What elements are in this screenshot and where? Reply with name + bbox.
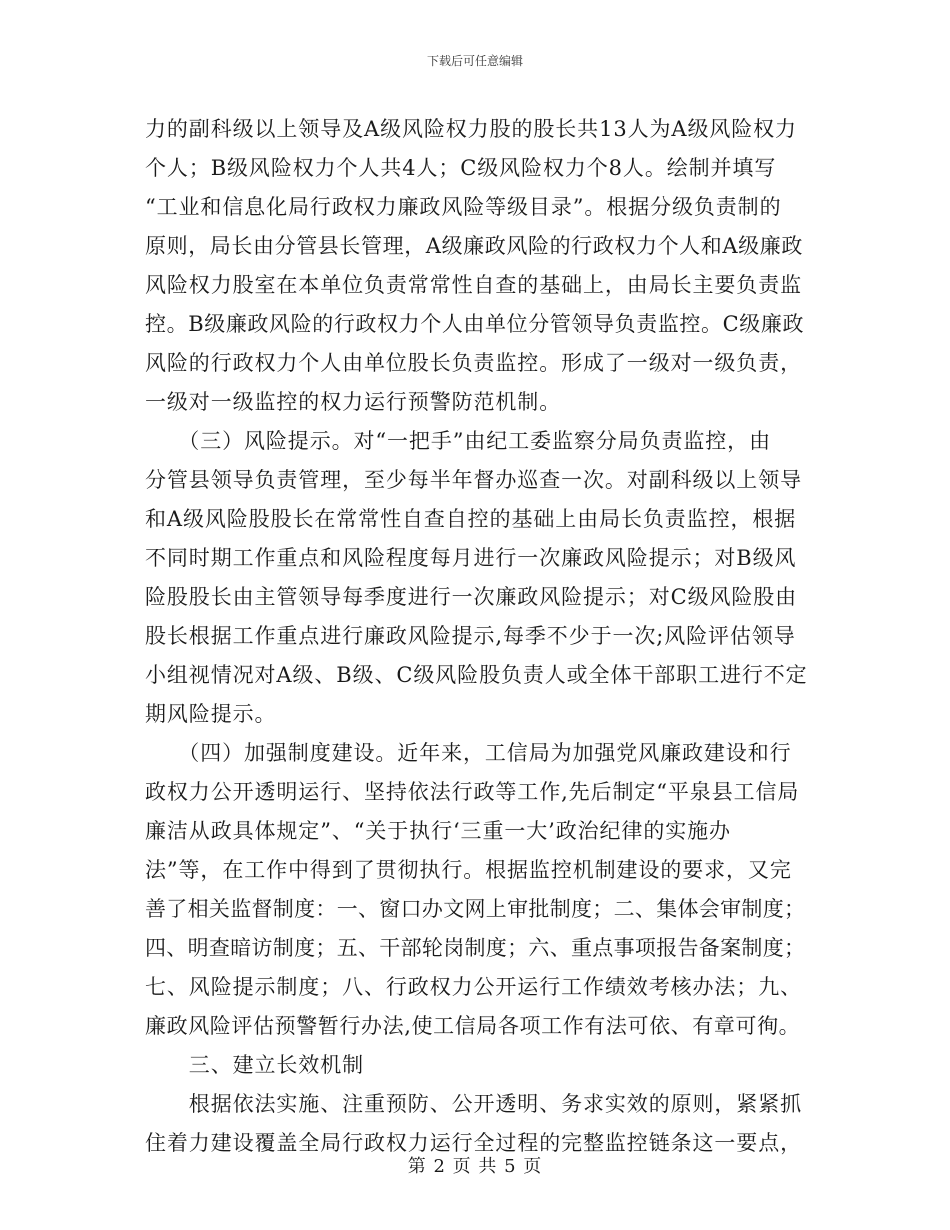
text-line: 四、明查暗访制度；五、干部轮岗制度；六、重点事项报告备案制度； <box>145 936 806 960</box>
text-line: （四）加强制度建设。近年来，工信局为加强党风廉政建设和行 <box>145 741 792 765</box>
text-line: 根据依法实施、注重预防、公开透明、务求实效的原则，紧紧抓 <box>145 1092 802 1116</box>
text-line: 分管县领导负责管理，至少每半年督办巡查一次。对副科级以上领导 <box>145 468 802 492</box>
text-line: 风险的行政权力个人由单位股长负责监控。形成了一级对一级负责， <box>145 351 802 375</box>
text-line: 廉政风险评估预警暂行办法,使工信局各项工作有法可依、有章可徇。 <box>145 1014 801 1038</box>
text-line: 控。B级廉政风险的行政权力个人由单位分管领导负责监控。C级廉政 <box>145 312 805 336</box>
page-number: 第 2 页 共 5 页 <box>407 1156 543 1177</box>
page-header-note: 下载后可任意编辑 <box>426 54 523 68</box>
section-heading: 三、建立长效机制 <box>145 1053 364 1077</box>
text-line: 和A级风险股股长在常常性自查自控的基础上由局长负责监控，根据 <box>145 507 797 531</box>
text-line: 险股股长由主管领导每季度进行一次廉政风险提示；对C级风险股由 <box>145 585 798 609</box>
text-line: 一级对一级监控的权力运行预警防范机制。 <box>145 390 562 414</box>
text-line: 法”等，在工作中得到了贯彻执行。根据监控机制建设的要求，又完 <box>145 858 792 882</box>
text-line: 风险权力股室在本单位负责常常性自查的基础上，由局长主要负责监 <box>145 273 802 297</box>
text-line: 七、风险提示制度；八、行政权力公开运行工作绩效考核办法；九、 <box>145 975 802 999</box>
text-line: 政权力公开透明运行、坚持依法行政等工作,先后制定“平泉县工信局 <box>145 780 800 804</box>
text-line: 力的副科级以上领导及A级风险权力股的股长共13人为A级风险权力 <box>145 117 797 141</box>
body-text <box>145 110 809 1163</box>
text-line: （三）风险提示。对“一把手”由纪工委监察分局负责监控，由 <box>145 429 771 453</box>
text-line: 善了相关监督制度：一、窗口办文网上审批制度；二、集体会审制度； <box>145 897 806 921</box>
text-line: 股长根据工作重点进行廉政风险提示,每季不少于一次;风险评估领导 <box>145 624 796 648</box>
text-line: 廉洁从政具体规定”、“关于执行‘三重一大’政治纪律的实施办 <box>145 819 731 843</box>
text-line: 不同时期工作重点和风险程度每月进行一次廉政风险提示；对B级风 <box>145 546 797 570</box>
text-line: 个人；B级风险权力个人共4人；C级风险权力个8人。绘制并填写 <box>145 156 777 180</box>
text-line: 小组视情况对A级、B级、C级风险股负责人或全体干部职工进行不定 <box>145 663 808 687</box>
text-line: “工业和信息化局行政权力廉政风险等级目录”。根据分级负责制的 <box>145 195 782 219</box>
text-line: 原则，局长由分管县长管理，A级廉政风险的行政权力个人和A级廉政 <box>145 234 803 258</box>
text-line: 住着力建设覆盖全局行政权力运行全过程的完整监控链条这一要点， <box>145 1131 802 1155</box>
text-line: 期风险提示。 <box>145 702 277 726</box>
